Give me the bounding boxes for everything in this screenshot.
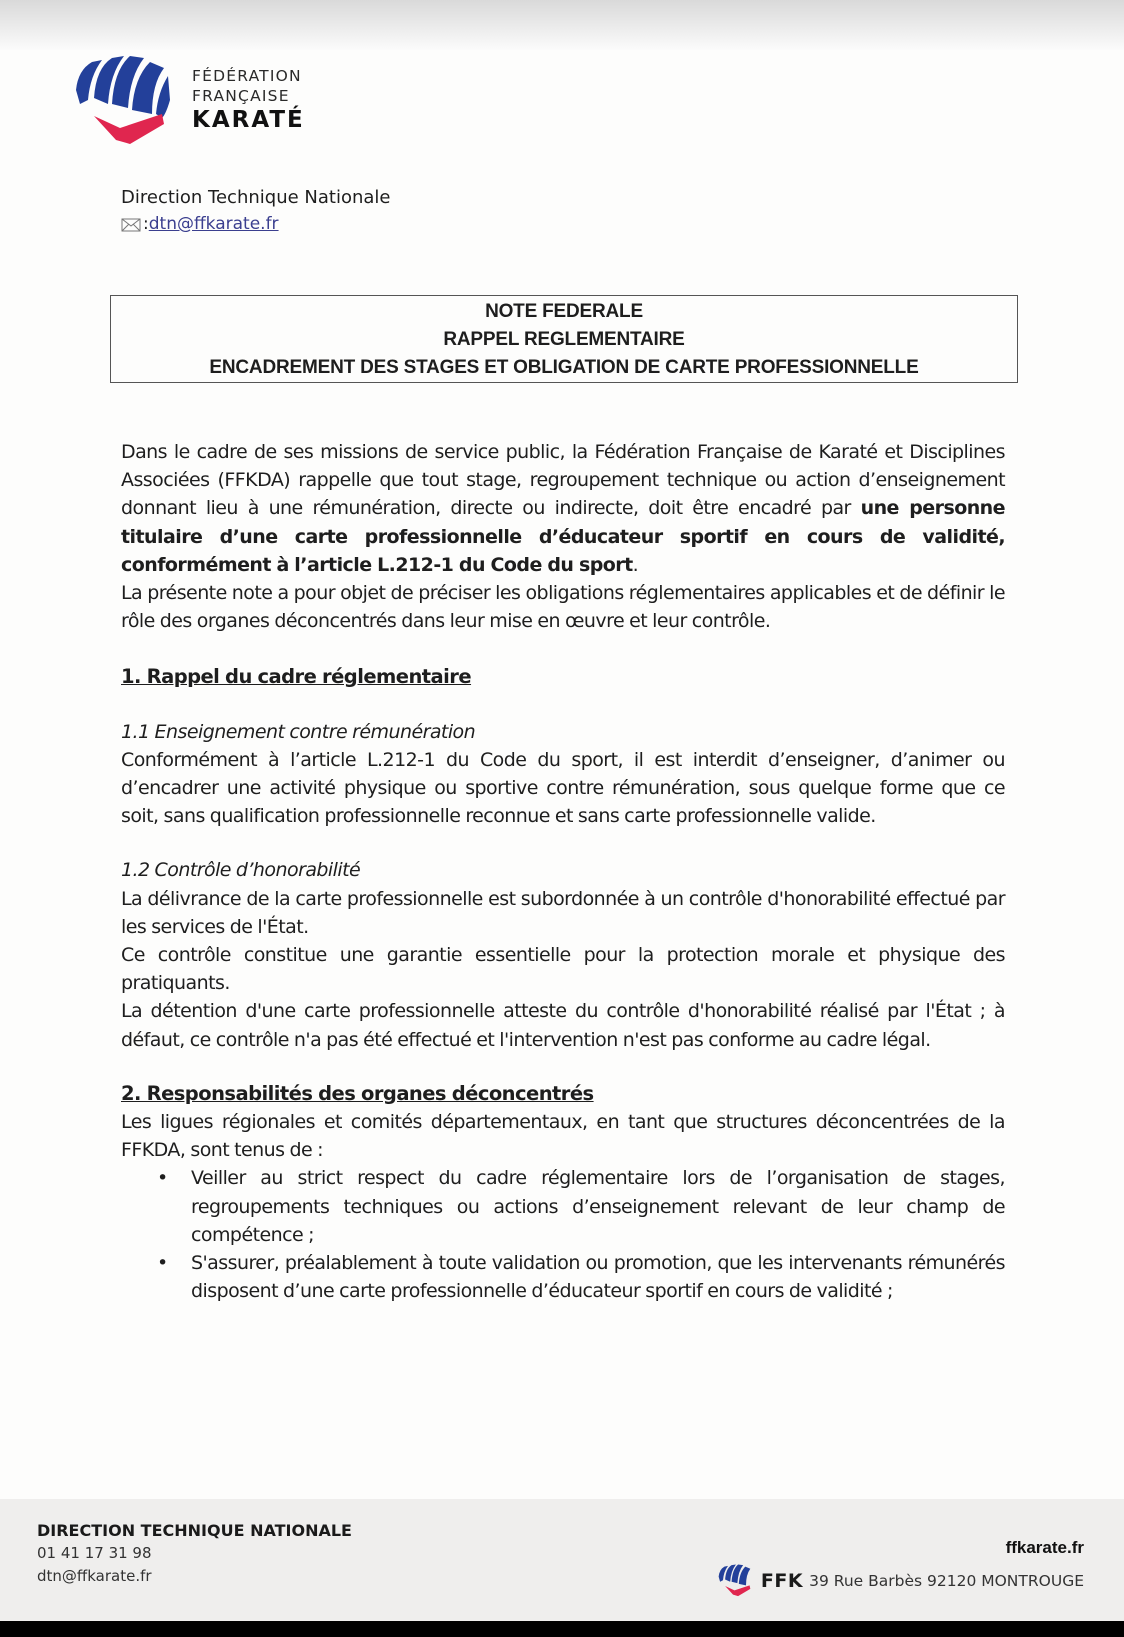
header-email-link[interactable]: dtn@ffkarate.fr — [148, 214, 279, 234]
page-footer — [0, 1499, 1124, 1621]
title-line-3: ENCADREMENT DES STAGES ET OBLIGATION DE CARTE PROFESSIONNELLE — [209, 357, 919, 378]
list-item — [121, 1164, 1005, 1249]
section-1-2-paragraph-3: La détention d'une carte professionnelle atteste du contrôle d'honorabilité réalisé par l'État ; à défaut, ce contrôle n'a pas été effectué et l'intervention n'est pas conforme au cadre légal. — [121, 1000, 1005, 1051]
footer-contact — [37, 1519, 352, 1588]
logo-line-3: KARATÉ — [192, 107, 305, 133]
section-1-2-paragraph-2: Ce contrôle constitue une garantie essentielle pour la protection morale et physique des pratiquants. — [121, 944, 1005, 995]
list-item — [121, 1249, 1005, 1305]
logo-line-1: FÉDÉRATION — [192, 67, 302, 85]
bottom-black-bar — [0, 1621, 1124, 1637]
karate-fist-logo-icon — [72, 52, 182, 152]
footer-brand: FFK — [760, 1570, 804, 1592]
header-email-row — [121, 214, 279, 234]
section-2-list — [121, 1164, 1005, 1305]
footer-phone: 01 41 17 31 98 — [37, 1544, 152, 1562]
footer-title: DIRECTION TECHNIQUE NATIONALE — [37, 1521, 352, 1540]
footer-address: 39 Rue Barbès 92120 MONTROUGE — [809, 1572, 1084, 1590]
intro-paragraph-2: La présente note a pour objet de préciser les obligations réglementaires applicables et de définir le rôle des organes déconcentrés dans leur mise en œuvre et leur contrôle. — [121, 582, 1005, 633]
ffk-logo — [72, 52, 332, 152]
logo-line-2: FRANÇAISE — [192, 87, 290, 105]
title-line-1: NOTE FEDERALE — [485, 301, 643, 322]
department-name: Direction Technique Nationale — [121, 187, 391, 208]
section-2-intro: Les ligues régionales et comités départementaux, en tant que structures déconcentrées de la FFKDA, sont tenus de : — [121, 1111, 1005, 1162]
section-2-heading: 2. Responsabilités des organes déconcentrés — [121, 1081, 594, 1105]
footer-email[interactable]: dtn@ffkarate.fr — [37, 1567, 152, 1585]
list-item-text: Veiller au strict respect du cadre réglementaire lors de l’organisation de stages, regroupements techniques ou actions d’enseignement relevant de leur champ de compétence ; — [191, 1167, 1005, 1246]
section-1-2-heading: 1.2 Contrôle d’honorabilité — [121, 859, 361, 882]
top-shadow — [0, 0, 1124, 50]
section-1-2-paragraph-1: La délivrance de la carte professionnelle est subordonnée à un contrôle d'honorabilité effectué par les services de l'État. — [121, 887, 1005, 938]
ffk-small-logo-icon — [717, 1563, 757, 1599]
email-prefix: : — [143, 214, 149, 234]
intro-paragraph-1 — [121, 438, 1005, 579]
document-body — [121, 438, 1005, 1305]
envelope-icon — [121, 217, 141, 231]
intro-bold-text: une personne titulaire d’une carte professionnelle d’éducateur sportif en cours de validité, conformément à l’article L.212-1 du Code du sport — [121, 497, 1005, 576]
list-item-text: S'assurer, préalablement à toute validation ou promotion, que les intervenants rémunérés disposent d’une carte professionnelle d’éducateur sportif en cours de validité ; — [191, 1252, 1005, 1303]
bullet-icon: • — [157, 1252, 168, 1275]
title-line-2: RAPPEL REGLEMENTAIRE — [443, 329, 685, 350]
footer-address-row — [717, 1563, 1084, 1599]
footer-website[interactable]: ffkarate.fr — [1005, 1538, 1084, 1557]
section-1-1-heading: 1.1 Enseignement contre rémunération — [121, 720, 476, 743]
section-1-heading: 1. Rappel du cadre réglementaire — [121, 665, 472, 689]
bullet-icon: • — [157, 1167, 168, 1190]
intro-end: . — [632, 553, 639, 576]
intro-text: Dans le cadre de ses missions de service public, la Fédération Française de Karaté et Disciplines Associées (FFKDA) rappelle que tout stage, regroupement technique ou action d’enseignement donnant lieu à une rémunération, directe ou indirecte, doit être encadré par — [121, 441, 1005, 520]
title-box — [110, 295, 1018, 383]
section-1-1-text: Conformément à l’article L.212-1 du Code du sport, il est interdit d’enseigner, d’animer ou d’encadrer une activité physique ou sportive contre rémunération, sous quelque forme que ce soit, sans qualification professionnelle reconnue et sans carte professionnelle valide. — [121, 748, 1005, 828]
